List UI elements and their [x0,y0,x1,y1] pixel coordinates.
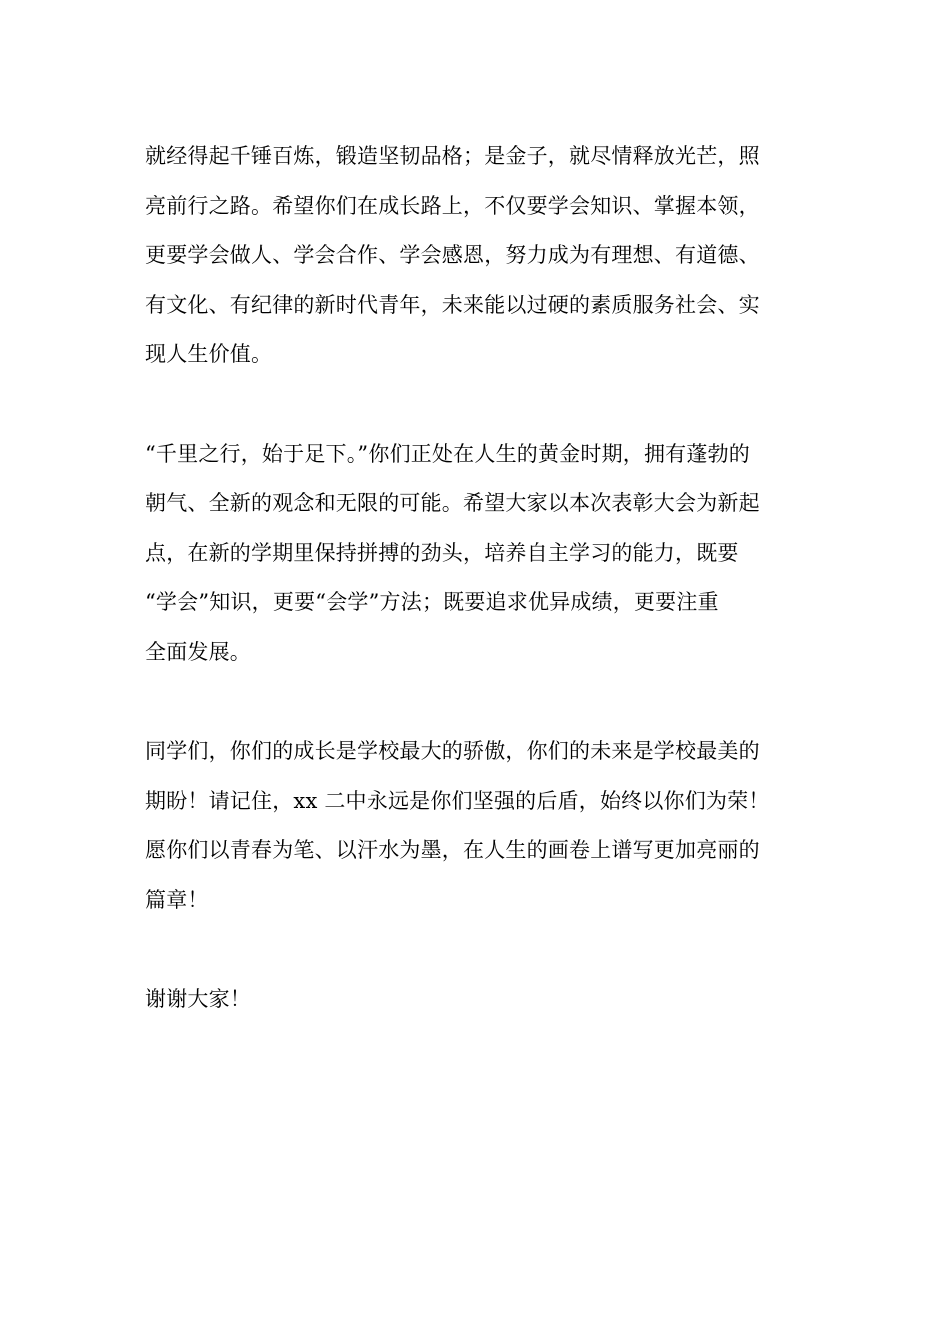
document-body [145,132,810,1025]
paragraph-3 [145,727,810,925]
text-line: “学会”知识，更要“会学”方法；既要追求优异成绩，更要注重 [145,590,719,614]
text-line: 谢谢大家！ [145,987,251,1011]
paragraph-2 [145,430,810,678]
text-line: 期盼！请记住，xx 二中永远是你们坚强的后盾，始终以你们为荣！ [145,788,770,813]
text-line: 点，在新的学期里保持拼搏的劲头，培养自主学习的能力，既要 [145,540,739,565]
text-line: 同学们，你们的成长是学校最大的骄傲，你们的未来是学校最美的 [145,739,760,763]
text-line: 全面发展。 [145,639,251,664]
closing-remark [145,975,810,1025]
text-line: 朝气、全新的观念和无限的可能。希望大家以本次表彰大会为新起 [145,491,760,515]
text-line: 更要学会做人、学会合作、学会感恩，努力成为有理想、有道德、 [145,243,760,267]
text-line: 愿你们以青春为笔、以汗水为墨，在人生的画卷上谱写更加亮丽的 [145,838,760,862]
text-line: 就经得起千锤百炼，锻造坚韧品格；是金子，就尽情释放光芒，照 [145,144,760,168]
paragraph-1 [145,132,810,380]
text-line: 篇章！ [145,887,209,912]
text-line: 有文化、有纪律的新时代青年，未来能以过硬的素质服务社会、实 [145,292,760,317]
text-line: “千里之行，始于足下。”你们正处在人生的黄金时期，拥有蓬勃的 [145,441,750,466]
text-line: 现人生价值。 [145,342,273,366]
text-line: 亮前行之路。希望你们在成长路上，不仅要学会知识、掌握本领， [145,193,760,218]
